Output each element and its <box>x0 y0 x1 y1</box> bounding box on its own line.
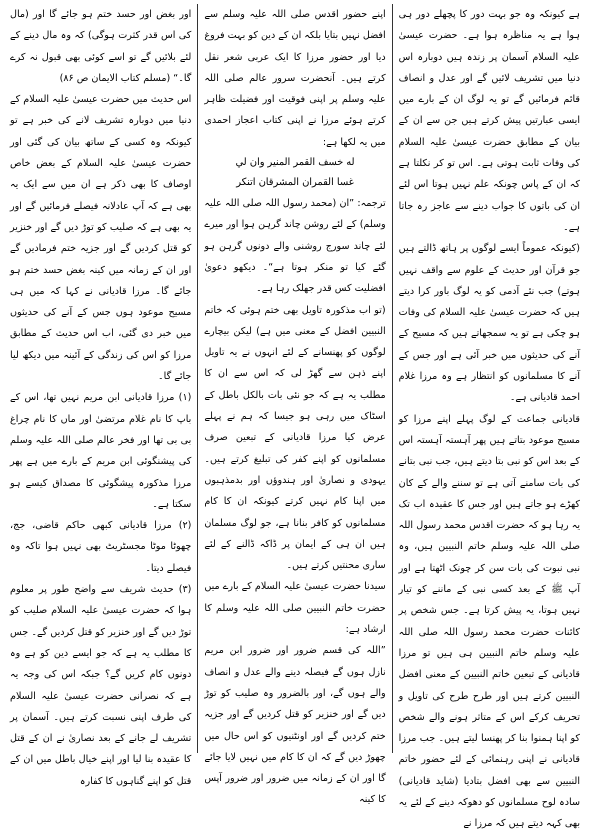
paragraph: اور بغض اور حسد ختم ہو جائے گا اور (مال کی اس قدر کثرت ہوگی) کہ وہ مال دینے کے لئے بلائیں گے تو اسے کوئی بھی قبول نہ کرے گا۔“ (مسلم کتاب الایمان ص ۸۶) <box>10 9 192 84</box>
paragraph: سیدنا حضرت عیسیٰ علیہ السلام کے بارے میں حضرت خاتم النبیین صلی اللہ علیہ وسلم کا ارشاد ہے: <box>204 581 386 636</box>
paragraph: (۲) مرزا قادیانی کبھی حاکم قاضی، جج، چھوٹا موٹا مجسٹریٹ بھی نہیں ہوا تاکہ وہ فیصلے دیتا۔ <box>10 520 192 574</box>
column-left <box>4 4 198 787</box>
paragraph: (۳) حدیث شریف سے واضح طور پر معلوم ہوا کہ حضرت عیسیٰ علیہ السلام صلیب کو توڑ دیں گے اور خنزیر کو قتل کردیں گے۔ جس کا مطلب یہ ہے کہ جو ایسے دین کو ہے وہ دونوں کام کریں گے؟ جبکہ اس کی وجہ یہ ہے کہ نصرانی حضرت عیسیٰ علیہ السلام کی طرف اپنی نسبت کرتے ہیں۔ آسمان پر تشریف لے جانے کے بعد نصاریٰ نے ان کے قتل کا عقیدہ بنا لیا اور اپنے خیال باطل میں ان کے قتل کو اپنے گناہوں کا کفارہ <box>10 584 192 787</box>
text-columns <box>4 4 586 830</box>
paragraph: قادیانی جماعت کے لوگ پہلے اپنے مرزا کو مسیح موعود بتاتے ہیں پھر آہستہ آہستہ اس کے بعد اس کو نبی بتا دیتے ہیں، جب نبی بتانے کی بات سامنے آتی ہے تو سننے والے کے کان کھڑے ہو جاتے ہیں اور جس کا عقیدہ اب تک یہ رہا ہو کہ حضرت اقدس محمد رسول اللہ صلی اللہ علیہ وسلم خاتم النبیین ہیں، وہ نبی نبوت کی بات سن کر چونک اٹھتا ہے اور آپ ﷺ کے بعد کسی نبی کے ماننے کو تیار نہیں ہوتا، یہ پیش کرتا ہے۔ جس شخص پر کائنات حضرت محمد رسول اللہ صلی اللہ علیہ وسلم خاتم النبیین ہی ہیں تو مرزا قادیانی کے تبعین خاتم النبیین کے معنی افضل النبیین کرتے ہیں اور طرح طرح کی تاویل و تحریف کرکے اس کے متاثر ہونے والے شخص کو اپنا ہمنوا بنا کر پھنسا لیتے ہیں۔ جب مرزا قادیانی نے اپنی رہنمائی کے لئے حضور خاتم النبیین سے بھی افضل بتادیا (شاید قادیانی) سادہ لوح مسلمانوں کو دھوکہ دینے کے لئے یہ بھی کہہ دیتے ہیں کہ مرزا نے <box>398 413 580 830</box>
arabic-verse-line: غسا القمران المشرقان اتنكر <box>236 177 354 189</box>
paragraph: اپنے حضور اقدس صلی اللہ علیہ وسلم سے افضل نہیں بتایا بلکہ ان کے دین کو بہت فروغ دیا اور حضور مرزا کا ایک عربی شعر نقل کرتے ہیں۔ آنحضرت سرور عالم صلی اللہ علیہ وسلم پر اپنی فوقیت اور فضیلت ظاہر کرتے ہوئے مرزا نے اپنی کتاب اعجاز احمدی میں یہ لکھا ہے: <box>204 9 386 148</box>
paragraph: اس حدیث میں حضرت عیسیٰ علیہ السلام کے دنیا میں دوبارہ تشریف لانے کی خبر ہے تو کیونکہ وہ کسی کے ساتھ بیان کی گئی اور حضرت عیسیٰ علیہ السلام کے بعض خاص اوصاف کا بھی ذکر ہے ان میں سے ایک یہ بھی ہے کہ آپ عادلانہ فیصلے فرمائیں گے اور یہ بھی ہے کہ صلیب کو توڑ دیں گے اور خنزیر کو قتل کردیں گے اور جزیہ ختم فرمادیں گے اور ان کے زمانہ میں کینہ بغض حسد ختم ہو جائے گا۔ مرزا قادیانی نے کہا کہ میں ہی مسیح موعود ہوں جس کے آنے کی حدیثوں میں خبر دی گئی، اب اس حدیث کے مطابق مرزا کو اس کی زندگی کے آئینہ میں دیکھ لیا جائے گا۔ <box>10 94 192 383</box>
column-right <box>393 4 586 830</box>
arabic-verse-line: له خسف القمر المنير وان لي <box>235 157 355 169</box>
paragraph: ”اللہ کی قسم ضرور اور ضرور ابن مریم نازل ہوں گے فیصلہ دینے والے عدل و انصاف والے ہوں گے، اور بالضرور وہ صلیب کو توڑ دیں گے اور خنزیر کو قتل کردیں گے اور جزیہ ختم کردیں گے اور اونٹنیوں کو اس حال میں چھوڑ دیں گے کہ ان کا کام میں نہیں لایا جائے گا اور ان کے زمانہ میں ضرور اور ضرور آپس کا کینہ <box>204 645 386 806</box>
paragraph: ترجمہ: ”ان (محمد رسول اللہ صلی اللہ علیہ وسلم) کے لئے روشن چاند گرہن ہوا اور میرے لئے چاند سورج روشنی والے دونوں گرہن ہو گئے کیا تو منکر ہوتا ہے“۔ دیکھو دعویٰ افضلیت کس قدر جھلک رہا ہے۔ <box>204 198 386 295</box>
column-middle <box>198 4 392 806</box>
paragraph: (۱) مرزا قادیانی ابن مریم نہیں تھا، اس کے باپ کا نام غلام مرتضیٰ اور ماں کا نام چراغ بی بی تھا اور فخر عالم صلی اللہ علیہ وسلم کی پیشنگوئی ابن مریم کے بارے میں ہے پھر مرزا مذکورہ پیشگوئی کا مصداق کیسے ہو سکتا ہے۔ <box>10 392 192 510</box>
paragraph: (تو اب مذکورہ تاویل بھی ختم ہوئی کہ خاتم النبیین افضل کے معنی میں ہے) لیکن بیچارے لوگوں کو پھنسانے کے لئے انہوں نے یہ تاویل اپنے ذہن سے گھڑ لی کہ اس سے ان کا مطلب یہ ہے کہ جو نئی بات بالکل باطل کے اسٹاک میں رہی ہو جیسا کہ ہم نے پہلے عرض کیا مرزا قادیانی کے تبعین صرف مسلمانوں کو اپنے کفر کی تبلیغ کرتے ہیں۔ یہودی و نصاریٰ اور ہندوؤں اور بدمذہبوں میں اپنا کام نہیں کرتے کیونکہ ان کا کام مسلمانوں کو کافر بنانا ہے، جو لوگ مسلمان ہیں ان ہی کے ایمان پر ڈاکہ ڈالنے کے لئے ساری محنتیں کرتے ہیں۔ <box>204 304 386 572</box>
paragraph: ہے کیونکہ وہ جو بہت دور کا پچھلے دور ہی ہوا ہے یہ مناظرہ ہوا ہے۔ حضرت عیسیٰ علیہ السلام آسمان پر زندہ ہیں دوبارہ اس دنیا میں تشریف لائیں گے اور عدل و انصاف قائم فرمائیں گے تو یہ لوگ ان کے بارے میں ایسی عبارتیں پیش کرتے ہیں جن سے ان کے بیان کے مطابق حضرت عیسیٰ علیہ السلام کی وفات ثابت ہوتی ہے۔ اس تو کر نکلتا ہے کہ ان کے پاس چونکہ علم نہیں ہوتا اس لئے ان کی باتوں کا جواب دینے سے عاجز رہ جاتا ہے۔ <box>398 9 580 233</box>
paragraph: (کیونکہ عموماً ایسے لوگوں پر ہاتھ ڈالتے ہیں جو قرآن اور حدیث کے علوم سے واقف نہیں ہوتے) جب نئے آدمی کو یہ لوگ باور کرا دیتے ہیں کہ حضرت عیسیٰ علیہ السلام کی وفات ہو چکی ہے تو یہ سمجھاتے ہیں کہ مسیح کے آنے کی حدیثوں میں خبر آئی ہے اور جس کے آنے کا مسلمانوں کو انتظار ہے وہ مرزا غلام احمد قادیانی ہے۔ <box>398 243 580 404</box>
